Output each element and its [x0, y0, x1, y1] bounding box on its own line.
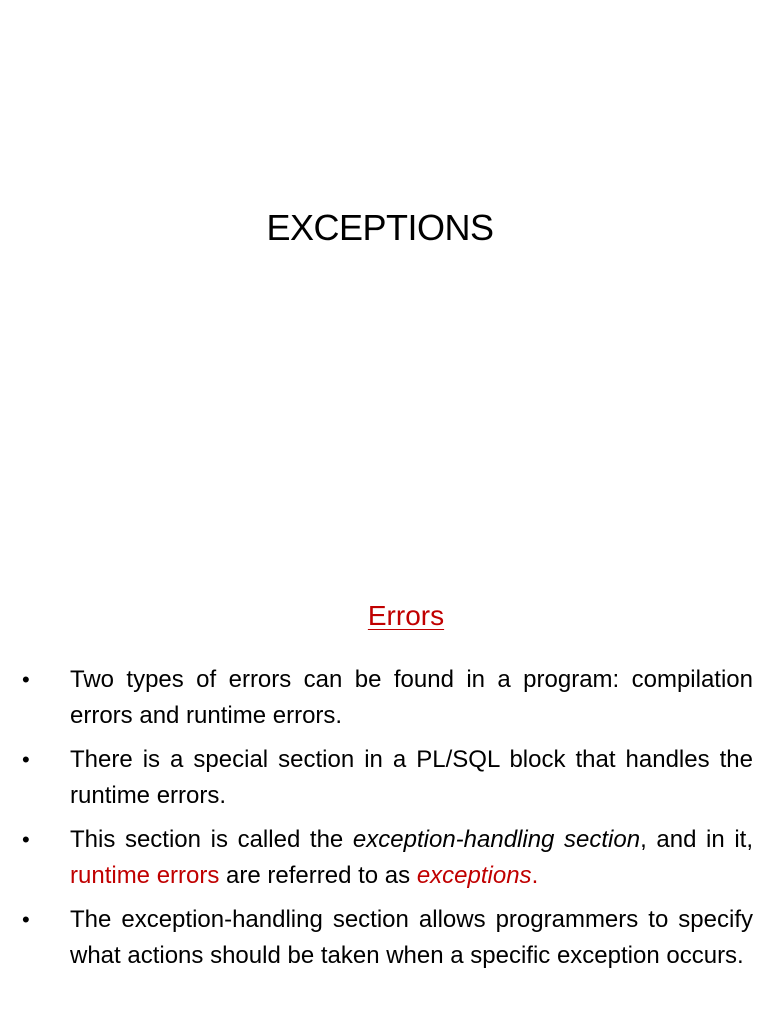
bullet-dot-icon: • — [22, 827, 30, 852]
bullet-text: Two types of errors can be found in a program: compilation errors and runtime errors. — [70, 666, 753, 729]
bullet-text-part: This section is called the — [70, 826, 353, 853]
bullet-dot-icon: • — [22, 667, 30, 692]
slide-title: EXCEPTIONS — [266, 207, 494, 248]
highlight-text: . — [531, 862, 539, 889]
bullet-item — [0, 662, 768, 734]
emphasis-text: exception-handling section — [352, 826, 641, 853]
highlight-text: runtime errors — [70, 862, 220, 889]
bullet-text-part: are referred to as — [219, 862, 417, 889]
bullet-text: There is a special section in a PL/SQL block that handles the runtime errors. — [70, 746, 753, 809]
bullet-item — [0, 742, 768, 814]
section-heading-errors: Errors — [367, 600, 445, 631]
bullet-item — [0, 902, 768, 974]
bullet-text-part: , and in it, — [640, 826, 754, 853]
bullet-item — [0, 822, 768, 894]
bullet-dot-icon: • — [22, 907, 30, 932]
bullet-dot-icon: • — [22, 747, 30, 772]
bullet-text: The exception-handling section allows programmers to specify what actions should be taken when a specific exception occurs. — [70, 906, 753, 969]
bullet-list — [0, 662, 768, 982]
highlight-emphasis-text: exceptions — [416, 862, 532, 889]
